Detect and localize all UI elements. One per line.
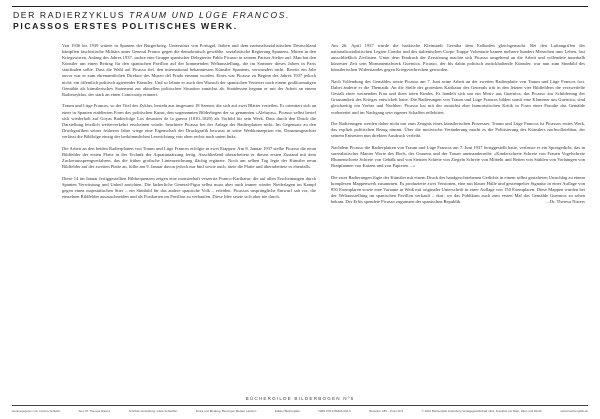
left-paragraph-4: Diese 14 im Januar fertiggestellten Bildsequenzen zeigen eine monsterhaft verzerrte Franco-Karikatur, die auf allen Erscheinungen durch Spanien Verwüstung und Unheil anrichten. Die lächerliche General-Figur selbst muss aber auch immer wieder Niederlagen im Kampf gegen einen majestätischen Stier – ein Sinnbild für das andere spanische Volk – erleiden. Picassos ursprüngliche Entwurf sah vor, die einzelnen Bildfelder auszuschneiden und als Postkarten im Pavillon zu verkaufen. Diese Idee setzte sich aber nie durch. bbox=[62, 175, 316, 199]
credit-copyright: © 2022 Büchergilde Gutenberg Verlagsgesellschaft mbH, Frankfurt am Main, Wien und Zürich bbox=[421, 409, 542, 413]
right-paragraph-4: Nachdem Picasso die Radierplatten von Traum und Lüge Francos am 7. Juni 1937 fertiggestellt hatte, verfasste er ein Sportgedicht, das in surrealistischer Manier Worte des Ekels, des Grauens und der Trauer aneinanderreiht: »Kinderschreie Schreie von Frauen Vogelschreie Blumenschreie Schreie von Gebälk und von Steinen Schreie von Ziegeln Schreie von Möbeln und Betten von Stühlen von Vorhängen von Bratpfannen von Katzen und von Papieren ...« bbox=[331, 145, 585, 169]
credit-print: Druck und Bindung: Benzinger Medien Laatzen bbox=[195, 409, 257, 413]
credit-order: Bestellnr. 185 – Preis 29 € bbox=[369, 409, 404, 413]
left-paragraph-3: Die Arbeit an den beiden Radierplatten von Traum und Lüge Francos erfolgte in zwei Etappen: Am 8. Januar 1937 stellte Picasso die neun Bildfelder der ersten Platte in der Technik der Aquatintaätzung fertig. Anschließend überarbeitete er diesen ersten Zustand mit dem Zuckeraussprengverfahren, das die früher grafische Linienzeichnung flächig ergänzte. Noch am selben Tag legte der Künstler neun Bildfelder auf der zweiten Platte an, füllte am 9. Januar davon jedoch nur fünf sowie auch, ätzte die Platte und überarbeitete es ebenfalls. bbox=[62, 145, 316, 169]
author-signature: – Dr. Theresa Nisters bbox=[546, 199, 585, 205]
series-label: BÜCHERGILDE BILDERBOGEN Nº5 bbox=[245, 396, 355, 401]
credit-typeface: Schriften-Gestaltung: Clara Schleißler bbox=[128, 409, 178, 413]
page-title bbox=[13, 10, 587, 20]
title-italic: TRAUM UND LÜGE FRANCOS. bbox=[129, 10, 290, 20]
right-column bbox=[331, 43, 585, 211]
left-paragraph-2: Traum und Lüge Francos, so der Titel des Zyklus, besteht aus insgesamt 18 Szenen, die sich auf zwei Blätter verteilen. Er orientiert sich an einer in Spanien etablierten Form des politischen Kunst, den sogenannten Bilderbogen der so genannten »Aleluyas«. Picasso selbst berief sich wiederholt auf Goyas Radierfolge Los desastres de la guerra (1810–1820) als Vorbild für sein Werk. Dass durch den Druck die Darstellung letztlich weiterverkehrt erscheinen würde, beachtete Picasso bei der Anlage der Radierplatten nicht. Im Gegensatz zu den Druckgrafiken seiner früheren Jahre wiege eine Eigenschaft der Druckgrafik bewusst in seine Werkkonzeption ein, Demzumgeachtet verlässt die Bildfolge einzig der herkömmlichen Leserichtung von oben rechts nach unten links. bbox=[62, 103, 316, 139]
credit-isbn: ISBN 978-3-86406-002-5 bbox=[318, 409, 351, 413]
left-paragraph-1: Von 1936 bis 1939 wütete in Spanien der Bürgerkrieg. Unterstützt von Portugal, Italien und dem nationalsozialistischen Deutschland kämpften faschistische Militärs unter General Franco gegen die demokratisch gewählte, sozialistische Regierung Spaniens. Mitten in den Kriegswirren, Anfang des Jahres 1937, suchte eine Gruppe spanischer Delegierter Pablo Picasso in seinem Pariser Atelier auf. Man bat den Künstler um einen Beitrag für den spanischen Pavillon auf der kommenden Weltausstellung, die im Sommer dieses Jahres in Paris stattfinden sollte. Dass die Wahl auf Picasso fiel, den international bekanntesten Künstler Spaniens, verwundert nicht. Bereits ein Jahr zuvor war er zum ehrenamtlichen Direktor des Museo del Prado ernannt worden. Eines war Picasso zu Beginn des Jahres 1937 jedoch nicht: ein öffentlich politisch agierender Künstler. Und so lehnte er auch den Wunsch der spanischen Vertreter nach einem großformatigen Gemälde als künstlerisches Statement zur aktuellen politischen Situation zunächst ab. Stattdessen begann er mit der Arbeit an einem Radierzyklus, der stark an einen Comicstrip erinnert. bbox=[62, 43, 316, 97]
right-paragraph-5-text: Die zwei Radierungen fügte der Künstler mit einem Druck des handgeschriebenen Gedichts in einem selbst gestalteten Umschlag zu einem komplexen Mappenwerk zusammen. Es produzierte zwei Versionen, eine mit blauer Hülle und gestempelter Signatur in einer Auflage von 850 Exemplaren sowie eine Variante in Weiß mit originaler Unterschrift in einer Auflage von 150 Exemplaren. Diese Mappen wurden bei der Weltausstellung im spanischen Pavillon verkauft – dort, wo das Publikum auch zum ersten Mal das Gemälde Guernica zu sehen bekam. Der Erlös spendete Picasso zugunsten der spanischen Republik. bbox=[331, 175, 585, 205]
title-prefix: DER RADIERZYKLUS bbox=[13, 10, 130, 20]
header-rule bbox=[12, 6, 588, 7]
right-paragraph-2: Nach Vollendung des Gemäldes setzte Picasso am 7. Juni seine Arbeit an der zweiten Radierplatte von Traum und Lüge Francos fort. Dabei änderte er die Thematik: An die Stelle der grotesken Karikatur des Generals tritt in den letzten vier Bildfeldern die verzweifelte Gestalt einer weinenden Frau und ihres toten Kindes. Es handelt sich um ein Motiv aus Guernica, das Picasso zur Schilderung der Grausamkeit des Krieges entwickelt hatte. Die Radierungen von Traum und Lüge Francos bilden somit eine Klammer um Guernica, sind gleichzeitig ein Vorher und Nachher: Picasso hat mit der zunächst eher humoristischen Kritik in Form einer Parodie das Gemälde vorbereitet und im Nachgang sein eigenes Schaffen reflektiert. bbox=[331, 79, 585, 115]
credit-website: www.buechergilde.de bbox=[560, 409, 588, 413]
credit-editor: Herausgegeben von Cosima Schleißl bbox=[12, 409, 60, 413]
right-paragraph-1: Am 26. April 1937 wurde die baskische Kleinstadt Gernika dem Erdboden gleichgemacht. Bei den Luftangriffen der nationalsozialistischen Legion Condor und des italienischen Corpo Truppe Volontarie kamen mehrere hundert Menschen ums Leben, fast ausschließlich Zivilisten. Unter dem Eindruck der Zerstörung machte sich Picasso umgehend an die Arbeit und vollendete innerhalb kürzester Zeit sein Monumentalwerk Guernica. Picasso, der bis dahin politisch zurückhaltende Künstler, war nun zum Sinnbild des künstlerischen Widerstandes gegen Kriegsverbrechen geworden. bbox=[331, 43, 585, 73]
footer-credits bbox=[12, 409, 588, 413]
credit-text: Text: Dr. Theresa Nisters bbox=[78, 409, 111, 413]
left-column bbox=[62, 43, 316, 206]
footer-rule bbox=[12, 405, 588, 406]
right-paragraph-5 bbox=[331, 175, 585, 205]
credit-edition: Edition Büchergilde bbox=[274, 409, 300, 413]
right-paragraph-3: Die Radierungen werden daher nicht nur zum Zeugnis eines künstlerischen Prozesses. Traum und Lüge Francos ist Picassos erstes Werk, das explizit politischen Bezug nimmt. Über die motivische Veränderung macht es die Politisierung des Künstlers nachvollziehbar, der seinem Entsetzen nun direkten Ausdruck verleiht. bbox=[331, 121, 585, 139]
page-subtitle: PICASSOS ERSTES POLITISCHES WERK. bbox=[13, 21, 238, 31]
